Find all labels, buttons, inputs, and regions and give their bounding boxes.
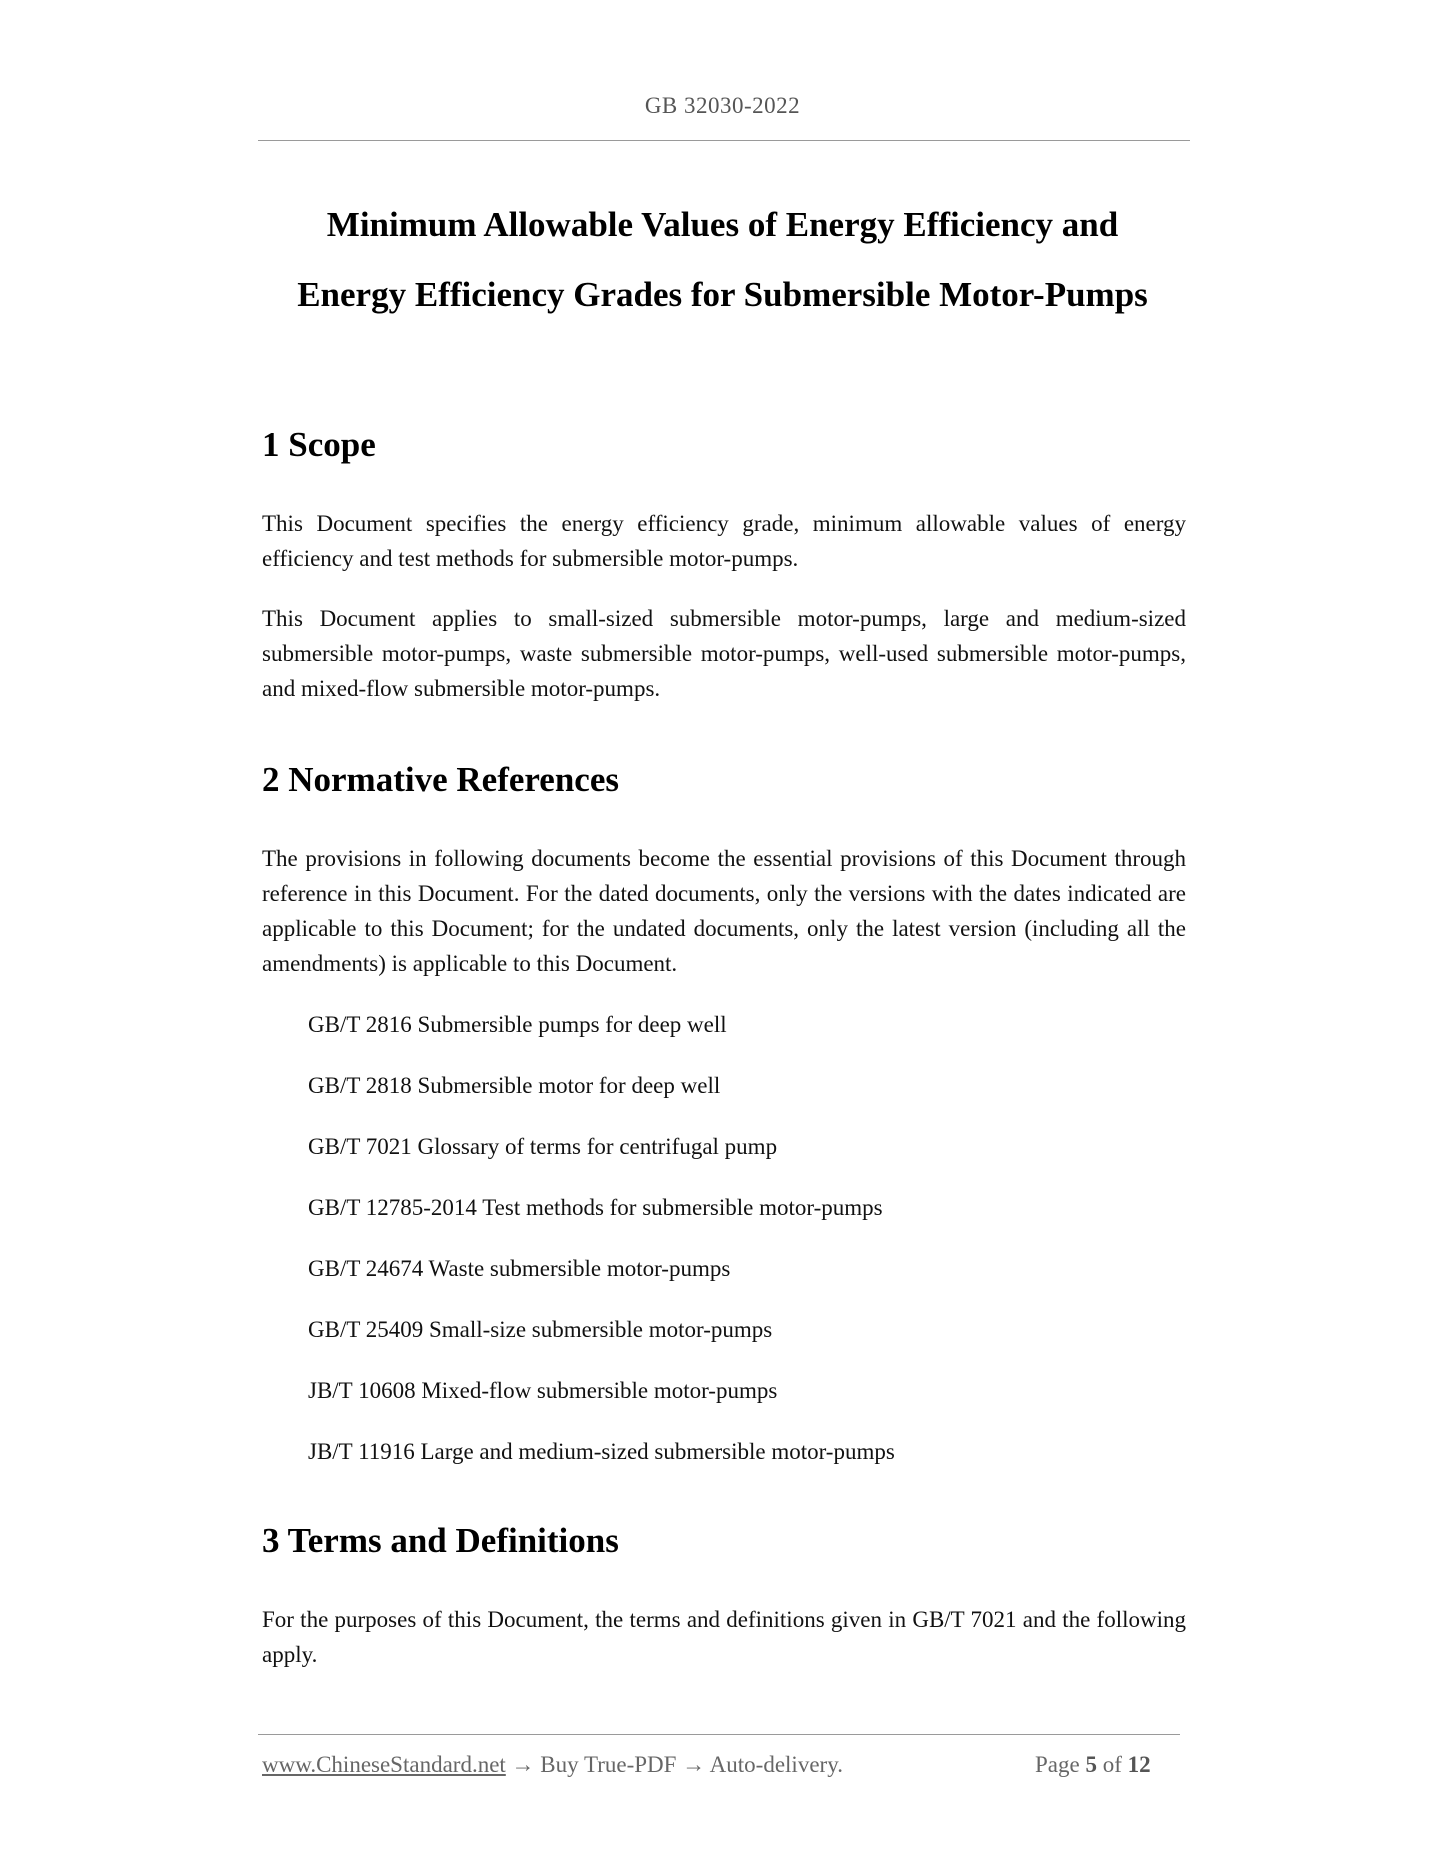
- document-title: [0, 190, 1445, 330]
- arrow-right-icon: →: [682, 1752, 706, 1777]
- reference-item: GB/T 2816 Submersible pumps for deep well: [308, 1012, 727, 1037]
- reference-item: JB/T 11916 Large and medium-sized submersible motor-pumps: [308, 1439, 895, 1464]
- scope-paragraph-2: This Document applies to small-sized submersible motor-pumps, large and medium-sized submersible motor-pumps, waste submersible motor-pumps, well-used submersible motor-pumps, and mixed-flow submersible motor-pumps.: [262, 606, 1186, 701]
- footer-divider: [258, 1734, 1180, 1735]
- auto-delivery-text: Auto-delivery.: [709, 1752, 843, 1777]
- document-title-line-2: Energy Efficiency Grades for Submersible Motor-Pumps: [297, 275, 1148, 314]
- section-heading-normative-references: 2 Normative References: [262, 760, 619, 799]
- references-intro-paragraph: The provisions in following documents become the essential provisions of this Document through reference in this Document. For the dated documents, only the versions with the dates indicated are applicable to this Document; for the undated documents, only the latest version (including all the amendments) is applicable to this Document.: [262, 846, 1186, 976]
- reference-item: GB/T 25409 Small-size submersible motor-pumps: [308, 1317, 773, 1342]
- arrow-right-icon: →: [511, 1752, 535, 1777]
- terms-paragraph-1: For the purposes of this Document, the terms and definitions given in GB/T 7021 and the following apply.: [262, 1607, 1186, 1667]
- header-divider: [258, 140, 1190, 141]
- reference-item: GB/T 24674 Waste submersible motor-pumps: [308, 1256, 731, 1281]
- section-heading-terms-and-definitions: 3 Terms and Definitions: [262, 1521, 619, 1560]
- scope-paragraph-1: This Document specifies the energy efficiency grade, minimum allowable values of energy efficiency and test methods for submersible motor-pumps.: [262, 511, 1186, 571]
- document-code-header: GB 32030-2022: [644, 93, 801, 118]
- page-label: Page: [1035, 1752, 1080, 1777]
- buy-true-pdf-text: Buy True-PDF: [540, 1752, 677, 1777]
- section-heading-scope: 1 Scope: [262, 425, 376, 464]
- footer-promo: [262, 1752, 843, 1778]
- total-page-count: 12: [1127, 1752, 1151, 1777]
- document-title-line-1: Minimum Allowable Values of Energy Efficiency and: [326, 205, 1119, 244]
- page-indicator: [1035, 1752, 1151, 1778]
- site-link[interactable]: www.ChineseStandard.net: [262, 1752, 506, 1777]
- page-of-label: of: [1102, 1752, 1122, 1777]
- reference-item: GB/T 12785-2014 Test methods for submersible motor-pumps: [308, 1195, 883, 1220]
- reference-item: JB/T 10608 Mixed-flow submersible motor-pumps: [308, 1378, 778, 1403]
- reference-item: GB/T 2818 Submersible motor for deep well: [308, 1073, 721, 1098]
- current-page-number: 5: [1085, 1752, 1097, 1777]
- reference-item: GB/T 7021 Glossary of terms for centrifugal pump: [308, 1134, 778, 1159]
